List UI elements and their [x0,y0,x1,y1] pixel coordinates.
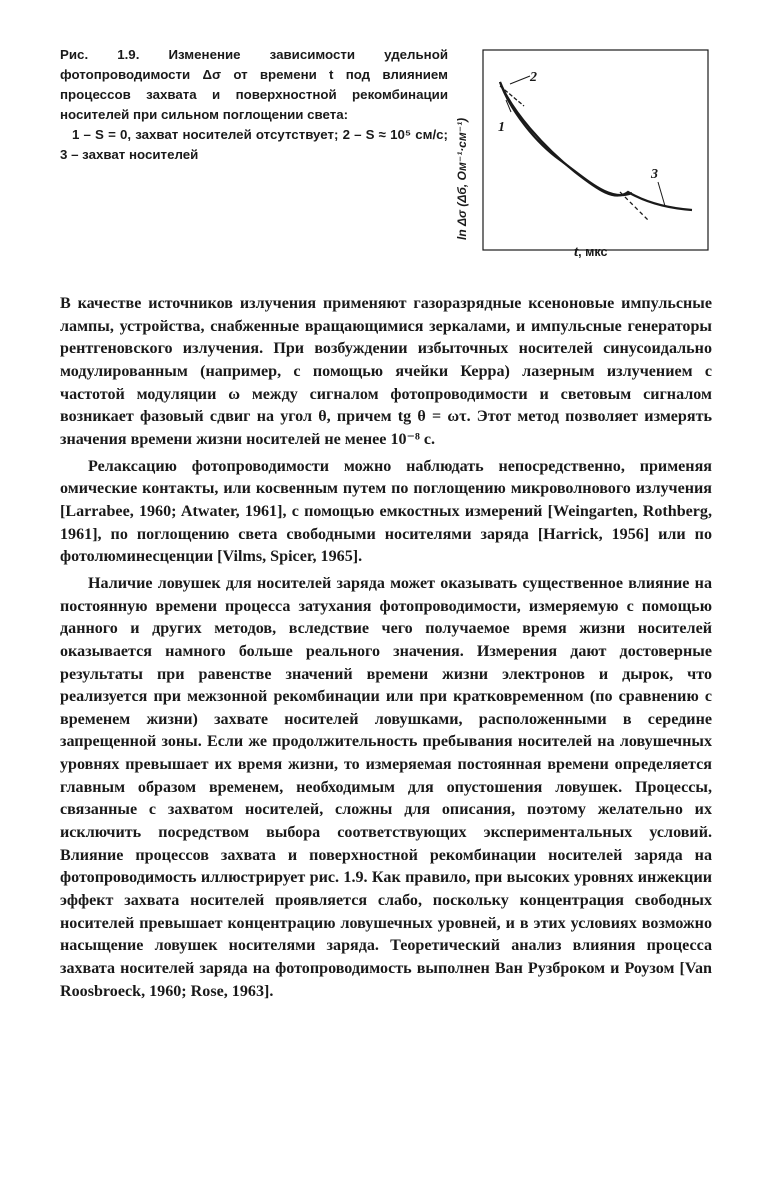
leader-2 [510,76,530,84]
curve-main [500,82,692,210]
x-axis-label [574,244,607,261]
curve-label-1: 1 [498,120,505,135]
curve-label-3: 3 [651,167,658,182]
caption-legend: 1 – S = 0, захват носителей отсутствует; 2 – S ≈ 10⁵ см/с; 3 – захват носителей [60,127,448,162]
figure-plot [450,42,720,272]
x-axis-unit: , мкс [578,245,608,259]
caption-lead: Рис. 1.9. Изменение зависимости удельной фотопроводимости Δσ от времени t под влиянием процессов захвата и поверхностной рекомбинации носителей при сильном поглощении света: [60,47,448,122]
leader-3 [658,182,665,206]
paragraph-1: В качестве источников излучения применяют газоразрядные ксеноновые импульсные лампы, устройства, снабженные вращающимися зеркалами, и импульсные генераторы рентгеновского излучения. При возбуждении избыточных носителей синусоидально модулированным (например, с помощью ячейки Керра) лазерным излучением с частотой модуляции ω между сигналом фотопроводимости и световым сигналом возникает фазовый сдвиг на угол θ, причем tg θ = ωτ. Этот метод позволяет измерять значения времени жизни носителей не менее 10⁻⁸ с. [60,295,712,448]
figure-1-9 [450,42,720,272]
x-axis-var: t [574,244,579,260]
y-axis-label: ln Δσ (Δб, Ом⁻¹·см⁻¹) [455,117,469,240]
figure-caption [60,45,448,165]
body-text [60,293,712,1003]
curve-label-2: 2 [530,70,537,85]
paragraph-3: Наличие ловушек для носителей заряда может оказывать существенное влияние на постоянную времени процесса затухания фотопроводимости, измеряемую с помощью данного и других методов, вследствие чего получаемое время жизни носителей оказывается намного больше реального значения. Измерения дают достоверные результаты при равенстве значений времени жизни электронов и дырок, что реализуется при межзонной рекомбинации или при кратковременном (по сравнению с временем жизни) захвате носителей ловушками, расположенными в середине запрещенной зоны. Если же продолжительность пребывания носителей на ловушечных уровнях превышает их время жизни, то измеряемая постоянная времени определяется главным образом временем, необходимым для опустошения ловушек. Процессы, связанные с захватом носителей, сложны для описания, поэтому желательно их исключить посредством выбора соответствующих экспериментальных условий. Влияние процессов захвата и поверхностной рекомбинации носителей заряда на фотопроводимость иллюстрирует рис. 1.9. Как правило, при высоких уровнях инжекции эффект захвата носителей проявляется слабо, поскольку концентрация свободных носителей превышает концентрацию ловушечных уровней, и в этих условиях возможно насыщение ловушек носителями заряда. Теоретический анализ влияния процесса захвата носителей заряда на фотопроводимость выполнен Ван Рузброком и Роузом [Van Roosbroeck, 1960; Rose, 1963]. [60,574,712,1000]
plot-frame [483,50,708,250]
curve-2 [500,82,632,195]
paragraph-2: Релаксацию фотопроводимости можно наблюдать непосредственно, применяя омические контакты, или косвенным путем по поглощению микроволнового излучения [Larrabee, 1960; Atwater, 1961], с помощью емкостных измерений [Weingarten, Rothberg, 1961], по поглощению света свободными носителями заряда [Harrick, 1956] или по фотолюминесценции [Vilms, Spicer, 1965]. [60,457,712,566]
